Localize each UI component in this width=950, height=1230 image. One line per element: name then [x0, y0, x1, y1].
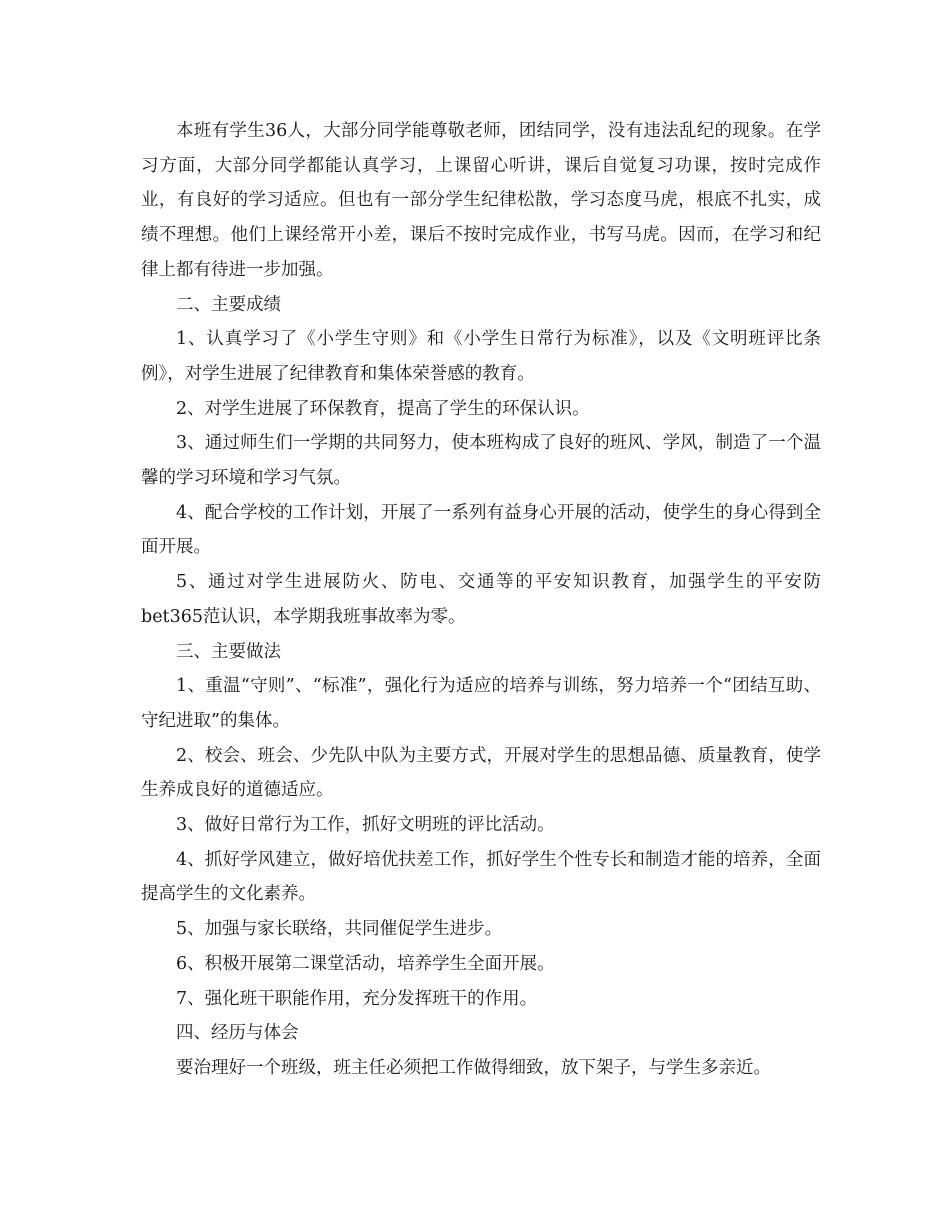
- paragraph-class-overview: 本班有学生36人，大部分同学能尊敬老师，团结同学，没有违法乱纪的现象。在学习方面，大部分同学都能认真学习，上课留心听讲，课后自觉复习功课，按时完成作业，有良好的学习适应。但也有一部分学生纪律松散，学习态度马虎，根底不扎实，成绩不理想。他们上课经常开小差，课后不按时完成作业，书写马虎。因而，在学习和纪律上都有待进一步加强。: [141, 121, 821, 280]
- achievement-item-5: 5、通过对学生进展防火、防电、交通等的平安知识教育，加强学生的平安防bet365范认识，本学期我班事故率为零。: [141, 572, 821, 627]
- achievement-item-2: 2、对学生进展了环保教育，提高了学生的环保认识。: [176, 398, 590, 419]
- method-item-5: 5、加强与家长联络，共同催促学生进步。: [176, 919, 503, 940]
- method-item-1: 1、重温“守则”、“标准”，强化行为适应的培养与训练，努力培养一个“团结互助、守纪进取”的集体。: [141, 676, 821, 731]
- method-item-3: 3、做好日常行为工作，抓好文明班的评比活动。: [176, 815, 555, 836]
- method-item-4: 4、抓好学风建立，做好培优扶差工作，抓好学生个性专长和制造才能的培养，全面提高学生的文化素养。: [141, 849, 821, 905]
- heading-main-methods: 三、主要做法: [176, 641, 281, 662]
- achievement-item-1: 1、认真学习了《小学生守则》和《小学生日常行为标准》，以及《文明班评比条例》，对学生进展了纪律教育和集体荣誉感的教育。: [141, 329, 821, 384]
- achievement-item-4: 4、配合学校的工作计划，开展了一系列有益身心开展的活动，使学生的身心得到全面开展。: [141, 502, 821, 558]
- method-item-6: 6、积极开展第二课堂活动，培养学生全面开展。: [176, 953, 555, 974]
- heading-experience: 四、经历与体会: [176, 1023, 299, 1044]
- paragraph-experience: 要治理好一个班级，班主任必须把工作做得细致，放下架子，与学生多亲近。: [176, 1057, 771, 1078]
- achievement-item-3: 3、通过师生们一学期的共同努力，使本班构成了良好的班风、学风，制造了一个温馨的学习环境和学习气氛。: [141, 433, 821, 489]
- heading-main-achievements: 二、主要成绩: [176, 294, 281, 315]
- document-body: [141, 114, 821, 1086]
- method-item-7: 7、强化班干职能作用，充分发挥班干的作用。: [176, 988, 538, 1009]
- method-item-2: 2、校会、班会、少先队中队为主要方式，开展对学生的思想品德、质量教育，使学生养成良好的道德适应。: [141, 745, 821, 801]
